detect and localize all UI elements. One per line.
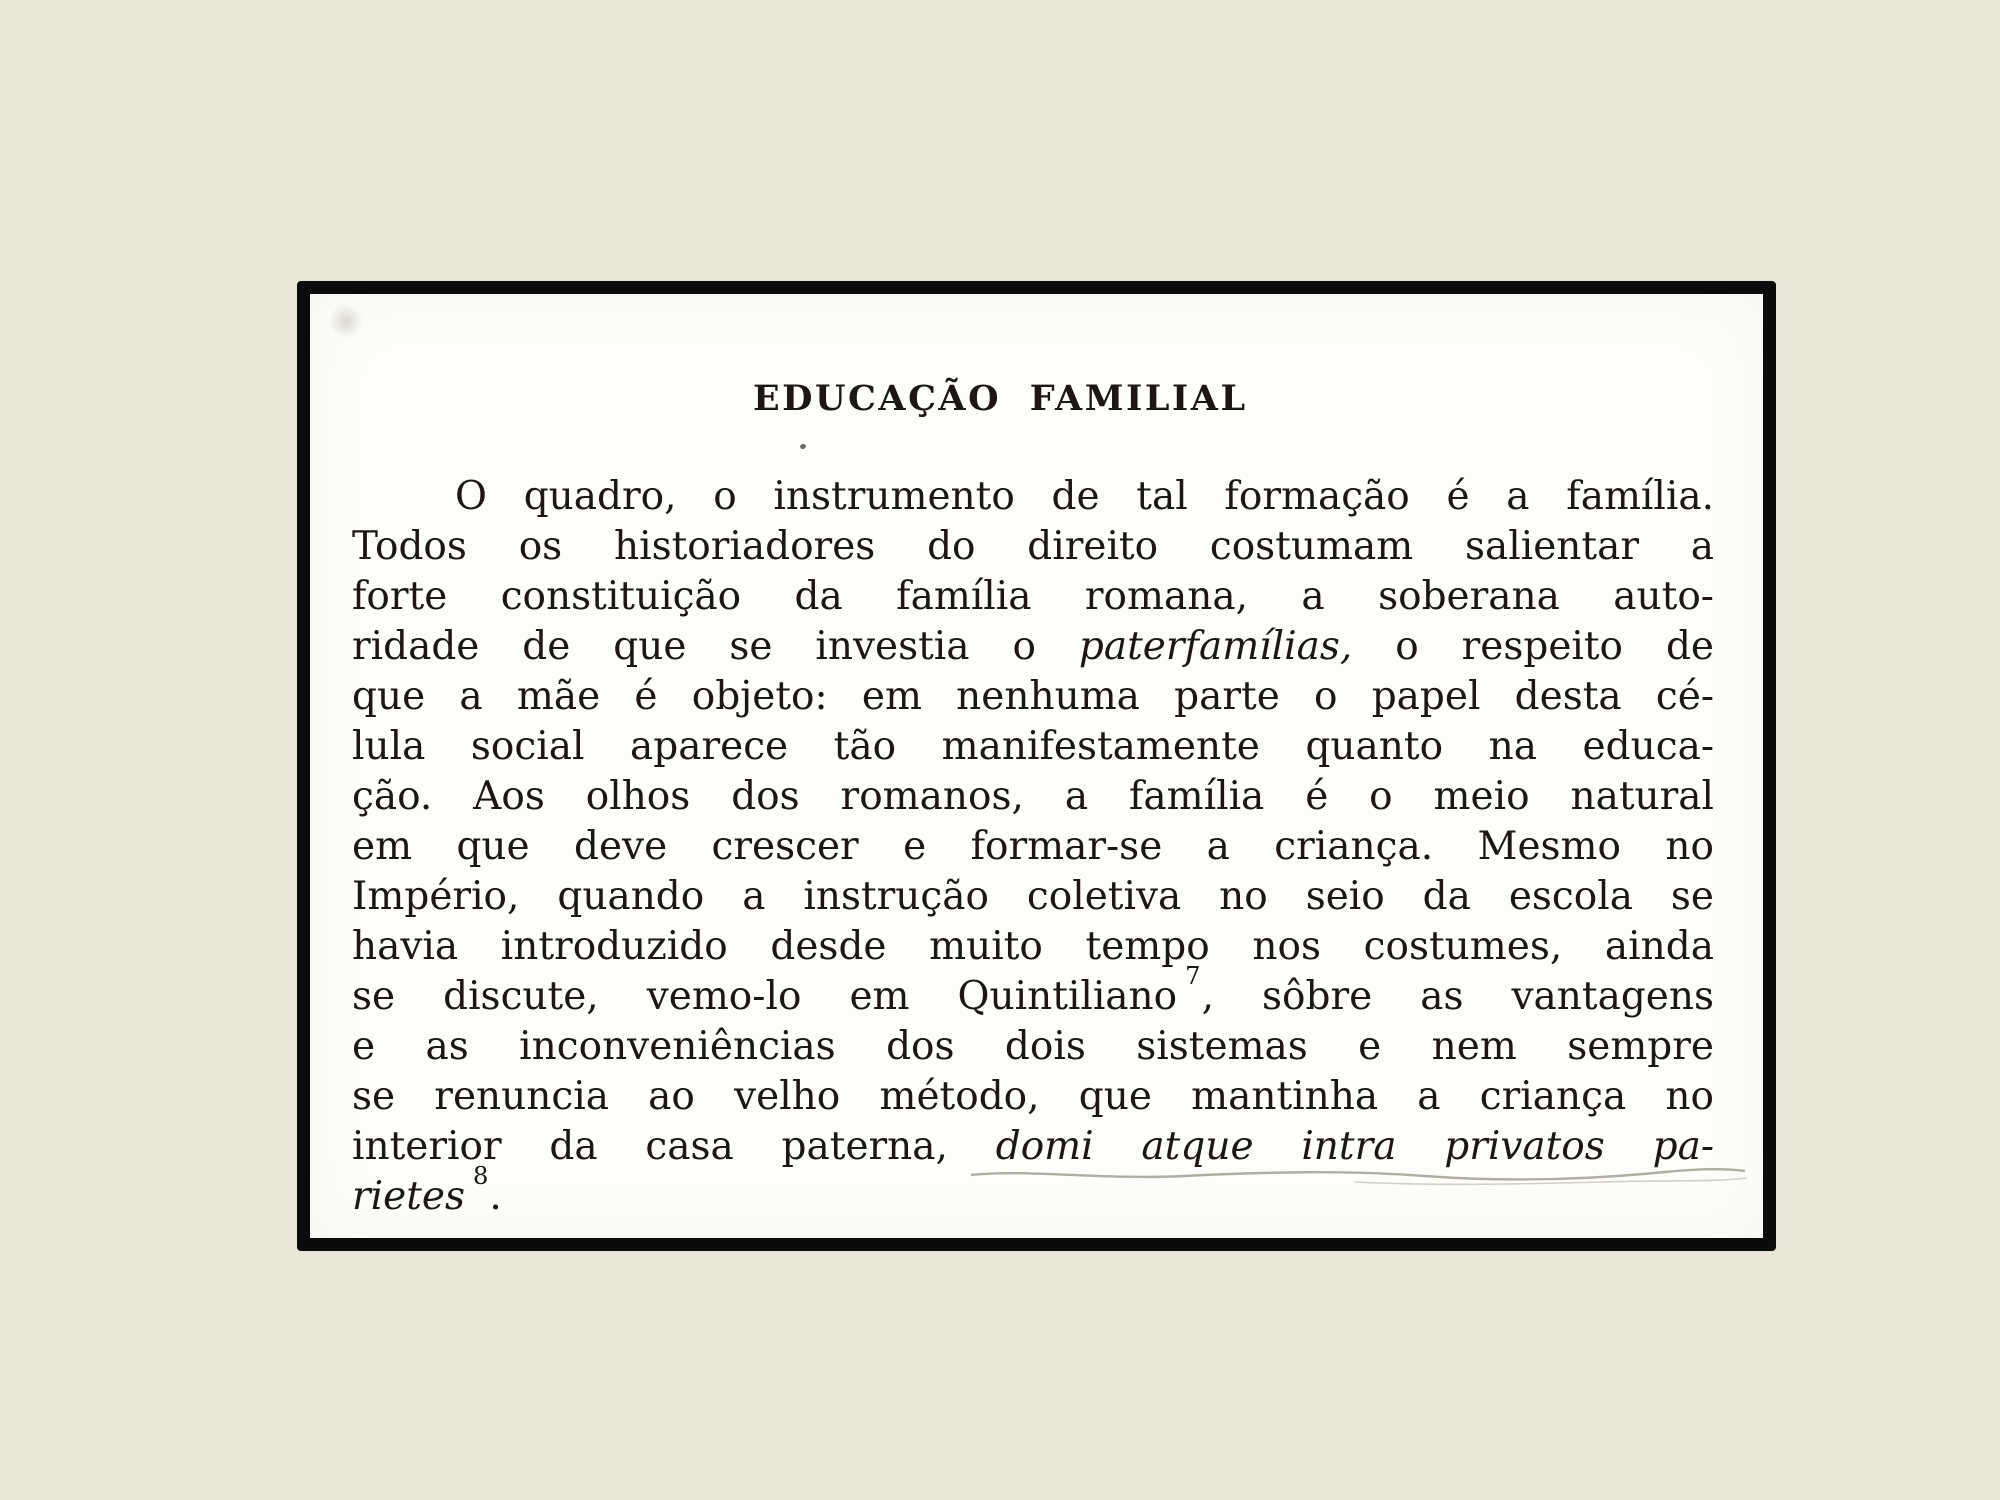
text-segment: se discute, vemo-lo em Quintiliano <box>352 974 1178 1019</box>
text-segment: em que deve crescer e formar-se a criança. Mesmo no <box>352 824 1714 869</box>
text-segment: rietes <box>352 1174 465 1219</box>
text-segment: , sôbre as vantagens <box>1201 974 1714 1019</box>
text-line <box>352 922 1714 972</box>
text-line <box>352 572 1714 622</box>
text-segment: paterfamílias, <box>1078 624 1353 669</box>
text-segment: O quadro, o instrumento de tal formação é a família. <box>455 474 1714 519</box>
scanned-page <box>310 294 1763 1238</box>
text-line <box>352 522 1714 572</box>
text-segment: e as inconveniências dos dois sistemas e nem sempre <box>352 1024 1714 1069</box>
text-segment: se renuncia ao velho método, que mantinha a criança no <box>352 1074 1714 1119</box>
text-line <box>352 962 1714 1022</box>
text-segment: lula social aparece tão manifestamente quanto na educa- <box>352 724 1714 769</box>
scanned-page-frame <box>297 281 1776 1251</box>
text-segment: interior da casa paterna, <box>352 1124 996 1169</box>
text-segment: que a mãe é objeto: em nenhuma parte o papel desta cé- <box>352 674 1714 719</box>
text-line <box>352 1072 1714 1122</box>
text-segment: Todos os historiadores do direito costumam salientar a <box>352 524 1714 569</box>
text-line <box>352 622 1714 672</box>
text-line <box>352 672 1714 722</box>
text-line <box>352 822 1714 872</box>
paragraph <box>352 472 1714 1222</box>
text-line <box>352 872 1714 922</box>
text-segment: havia introduzido desde muito tempo nos costumes, ainda <box>352 924 1714 969</box>
text-segment: . <box>489 1174 502 1219</box>
text-segment: domi atque intra privatos pa- <box>995 1124 1714 1169</box>
footnote-marker: 7 <box>1185 962 1201 991</box>
text-segment: Império, quando a instrução coletiva no seio da escola se <box>352 874 1714 919</box>
text-segment: ção. Aos olhos dos romanos, a família é o meio natural <box>352 774 1714 819</box>
text-segment: o respeito de <box>1352 624 1714 669</box>
text-segment: forte constituição da família romana, a soberana auto- <box>352 574 1714 619</box>
text-line <box>352 1022 1714 1072</box>
text-segment: ridade de que se investia o <box>352 624 1079 669</box>
pencil-underline-mark <box>965 1160 1755 1194</box>
footnote-marker: 8 <box>472 1162 489 1191</box>
page-title: EDUCAÇÃO FAMILIAL <box>753 378 1248 419</box>
ink-speck <box>799 443 806 449</box>
text-line <box>352 472 1714 522</box>
text-line <box>352 722 1714 772</box>
scan-smudge <box>322 296 370 346</box>
text-line <box>352 772 1714 822</box>
